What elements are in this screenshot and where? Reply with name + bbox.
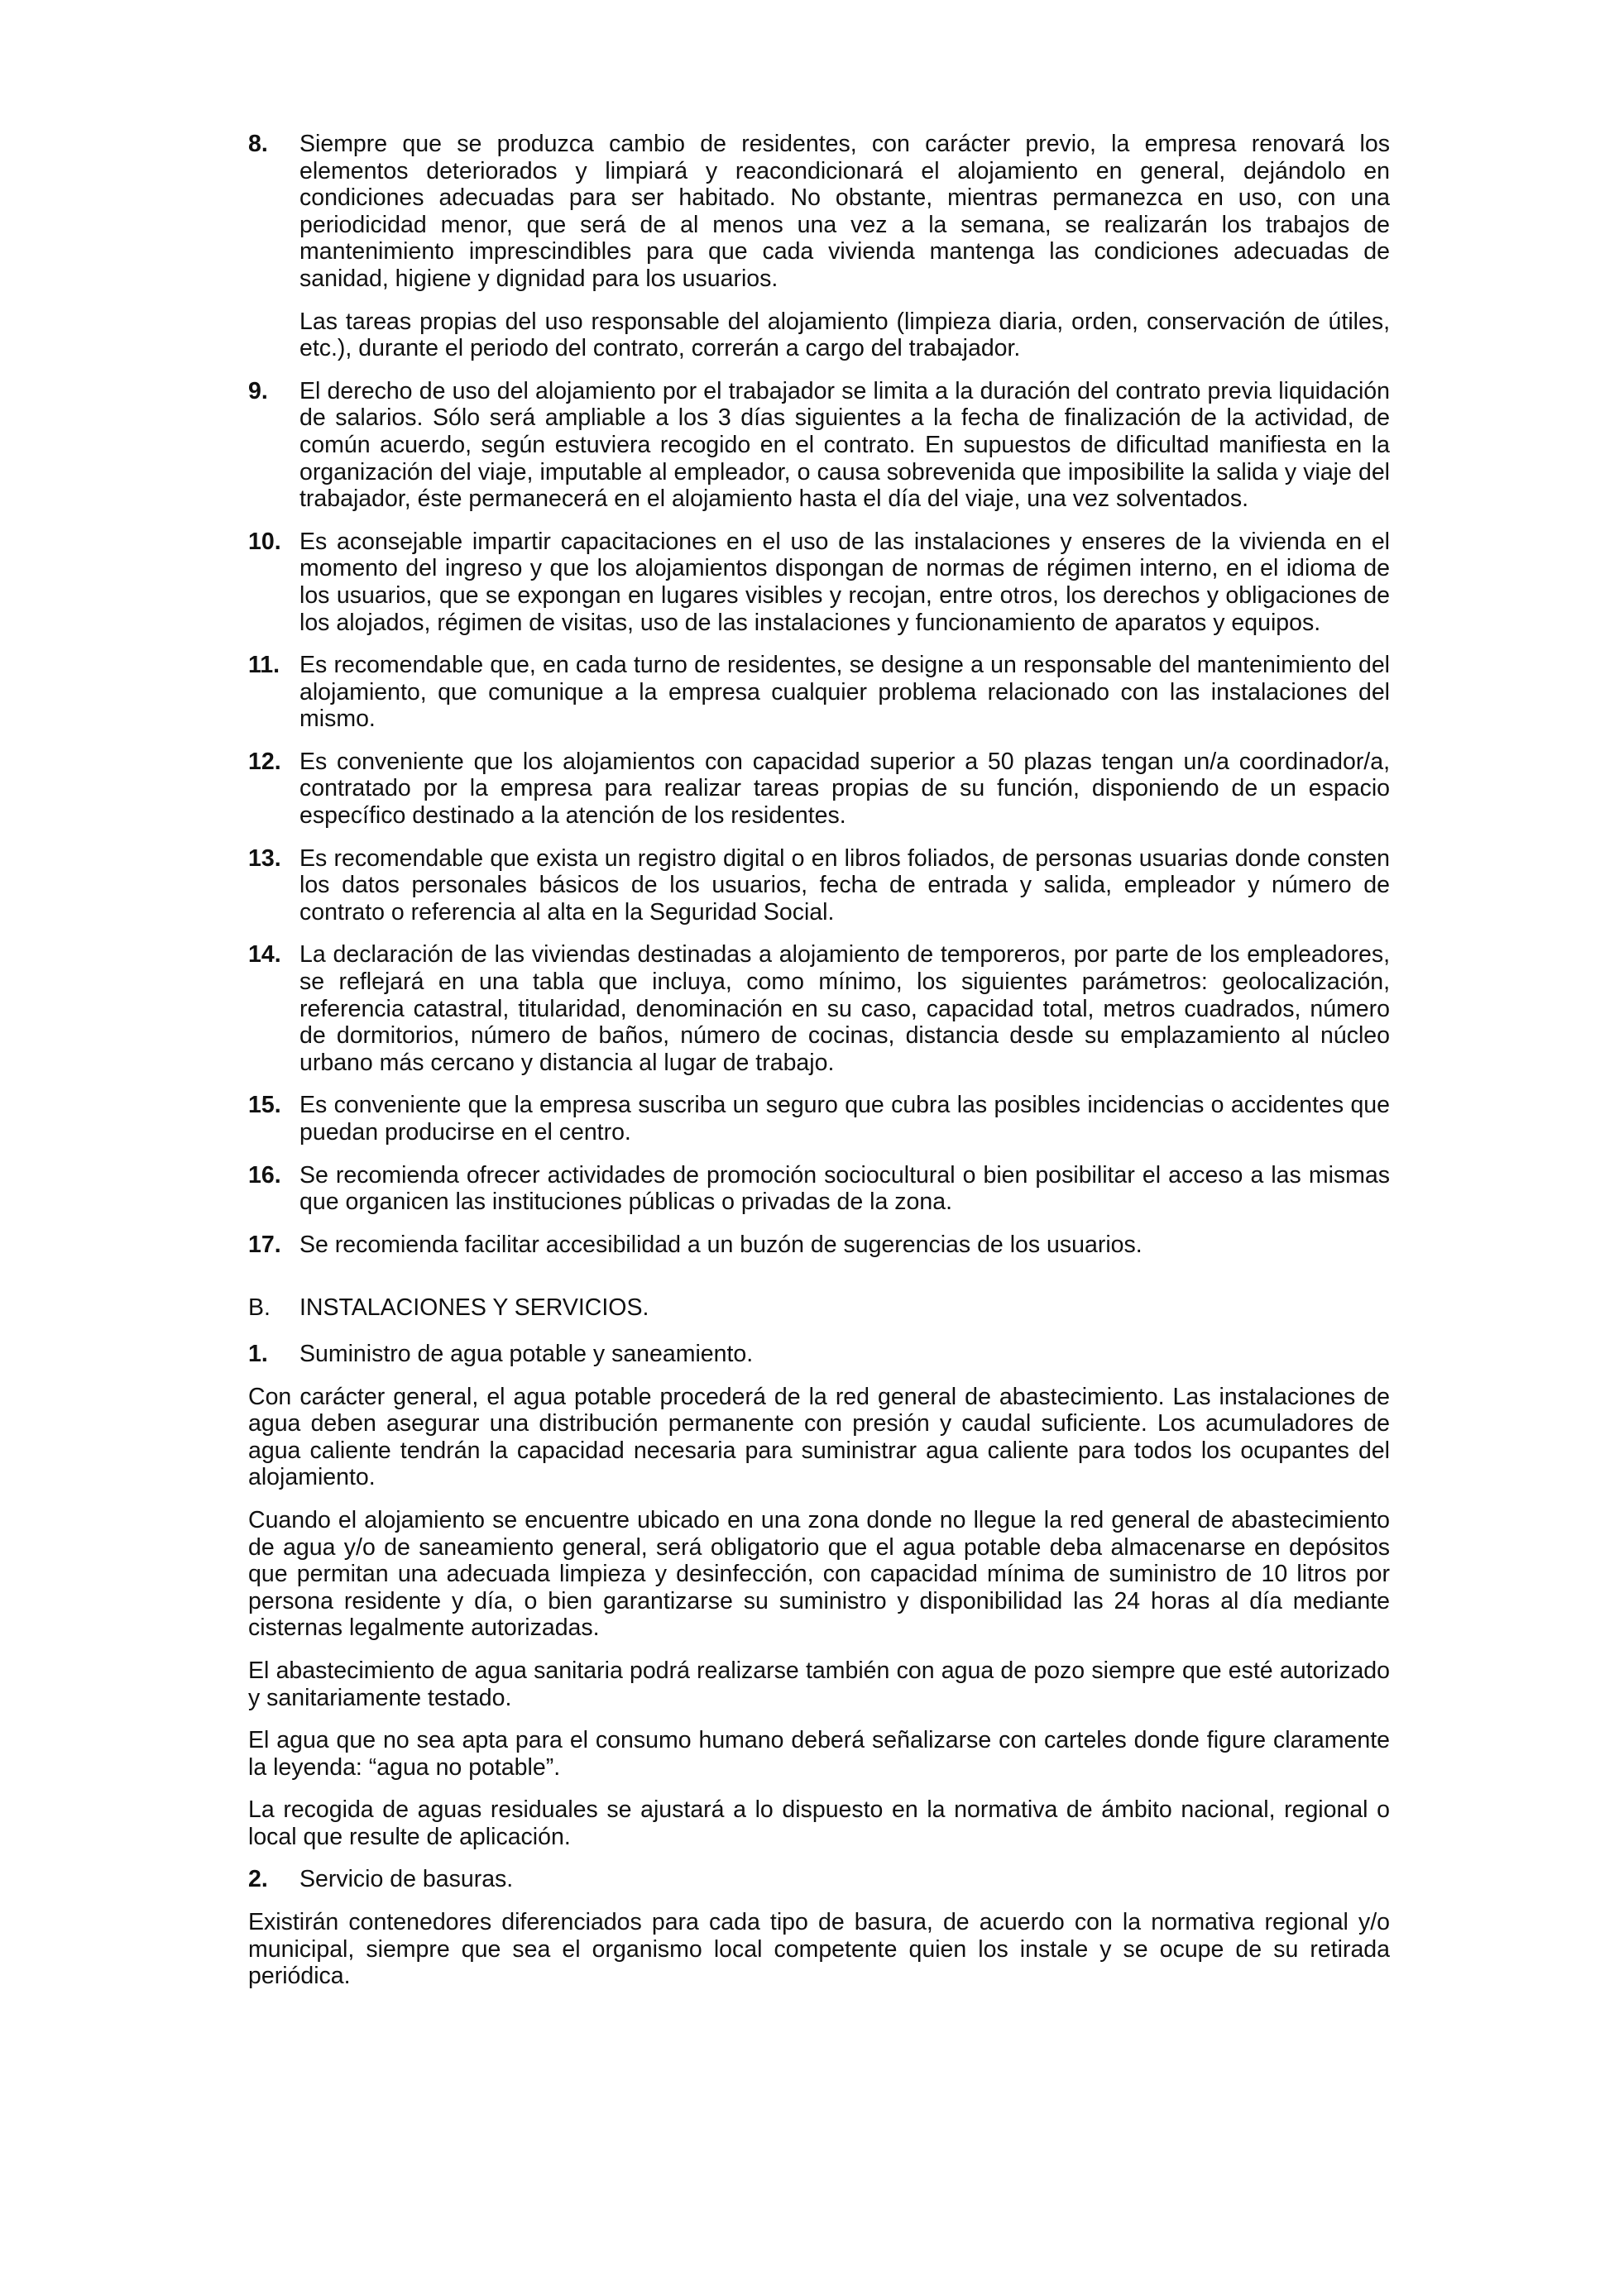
numbered-list (248, 131, 1390, 1258)
item-paragraph: Siempre que se produzca cambio de residentes, con carácter previo, la empresa renovará los elementos deteriorados y limpiará y reacondicionará el alojamiento en general, dejándolo en condiciones adecuadas para ser habitado. No obstante, mientras permanezca en uso, con una periodicidad menor, que será de al menos una vez a la semana, se realizarán los trabajos de mantenimiento imprescindibles para que cada vivienda mantenga las condiciones adecuadas de sanidad, higiene y dignidad para los usuarios. (299, 131, 1390, 292)
document-page (248, 131, 1390, 2006)
list-item (248, 1092, 1390, 1146)
item-number: 17. (248, 1231, 281, 1258)
item-paragraph: Es recomendable que, en cada turno de residentes, se designe a un responsable del mantenimiento del alojamiento, que comunique a la empresa cualquier problema relacionado con las instalaciones del mismo. (299, 652, 1390, 733)
paragraph: Cuando el alojamiento se encuentre ubicado en una zona donde no llegue la red general de abastecimiento de agua y/o de saneamiento general, será obligatorio que el agua potable deba almacenarse en depósitos que permitan una adecuada limpieza y desinfección, con capacidad mínima de suministro de 10 litros por persona residente y día, o bien garantizarse su suministro y disponibilidad las 24 horas al día mediante cisternas legalmente autorizadas. (248, 1506, 1390, 1642)
subsection-number: 2. (248, 1866, 268, 1893)
item-paragraph: Es aconsejable impartir capacitaciones en el uso de las instalaciones y enseres de la vivienda en el momento del ingreso y que los alojamientos dispongan de normas de régimen interno, en el idioma de los usuarios, que se expongan en lugares visibles y recojan, entre otros, los derechos y obligaciones de los alojados, régimen de visitas, uso de las instalaciones y funcionamiento de aparatos y equipos. (299, 528, 1390, 636)
item-number: 8. (248, 131, 268, 157)
item-number: 14. (248, 941, 281, 969)
item-body (299, 378, 1390, 513)
item-body (299, 1092, 1390, 1146)
paragraph: La recogida de aguas residuales se ajustará a lo dispuesto en la normativa de ámbito nacional, regional o local que resulte de aplicación. (248, 1796, 1390, 1850)
list-item (248, 1232, 1390, 1259)
item-body (299, 131, 1390, 362)
item-paragraph: La declaración de las viviendas destinadas a alojamiento de temporeros, por parte de los empleadores, se reflejará en una tabla que incluya, como mínimo, los siguientes parámetros: geolocalización, referencia catastral, titularidad, denominación en su caso, capacidad total, metros cuadrados, número de dormitorios, número de baños, número de cocinas, distancia desde su emplazamiento al núcleo urbano más cercano y distancia al lugar de trabajo. (299, 941, 1390, 1076)
item-body (299, 1232, 1390, 1259)
list-item (248, 749, 1390, 830)
item-body (299, 941, 1390, 1076)
section-heading (248, 1294, 1390, 1322)
subsection-heading (248, 1341, 1390, 1368)
list-item (248, 941, 1390, 1076)
section-letter: B. (248, 1294, 271, 1322)
item-number: 10. (248, 528, 281, 555)
item-body (299, 529, 1390, 636)
list-item (248, 652, 1390, 733)
item-number: 15. (248, 1092, 281, 1119)
item-paragraph: Se recomienda ofrecer actividades de promoción sociocultural o bien posibilitar el acceso a las mismas que organicen las instituciones públicas o privadas de la zona. (299, 1161, 1390, 1216)
subsection-title: Suministro de agua potable y saneamiento. (299, 1340, 754, 1367)
subsection-heading (248, 1866, 1390, 1893)
item-paragraph: Las tareas propias del uso responsable del alojamiento (limpieza diaria, orden, conservación de útiles, etc.), durante el periodo del contrato, correrán a cargo del trabajador. (299, 308, 1390, 362)
item-paragraph: El derecho de uso del alojamiento por el trabajador se limita a la duración del contrato previa liquidación de salarios. Sólo será ampliable a los 3 días siguientes a la fecha de finalización de la actividad, de común acuerdo, según estuviera recogido en el contrato. En supuestos de dificultad manifiesta en la organización del viaje, imputable al empleador, o causa sobrevenida que imposibilite la salida y viaje del trabajador, éste permanecerá en el alojamiento hasta el día del viaje, una vez solventados. (299, 377, 1390, 513)
section-title: INSTALACIONES Y SERVICIOS. (299, 1294, 649, 1322)
paragraph: El abastecimiento de agua sanitaria podrá realizarse también con agua de pozo siempre que esté autorizado y sanitariamente testado. (248, 1657, 1390, 1711)
item-number: 13. (248, 844, 281, 872)
item-number: 9. (248, 377, 268, 404)
list-item (248, 529, 1390, 636)
item-paragraph: Es conveniente que la empresa suscriba un seguro que cubra las posibles incidencias o accidentes que puedan producirse en el centro. (299, 1092, 1390, 1146)
list-item (248, 845, 1390, 926)
item-paragraph: Se recomienda facilitar accesibilidad a un buzón de sugerencias de los usuarios. (299, 1231, 1143, 1258)
subsection-number: 1. (248, 1340, 268, 1367)
item-number: 11. (248, 652, 280, 679)
paragraph: Existirán contenedores diferenciados para cada tipo de basura, de acuerdo con la normativa regional y/o municipal, siempre que sea el organismo local competente quien los instale y se ocupe de su retirada periódica. (248, 1909, 1390, 1990)
paragraph: El agua que no sea apta para el consumo humano deberá señalizarse con carteles donde figure claramente la leyenda: “agua no potable”. (248, 1727, 1390, 1781)
list-item (248, 1162, 1390, 1216)
item-paragraph: Es conveniente que los alojamientos con capacidad superior a 50 plazas tengan un/a coordinador/a, contratado por la empresa para realizar tareas propias de su función, disponiendo de un espacio específico destinado a la atención de los residentes. (299, 748, 1390, 830)
item-body (299, 845, 1390, 926)
list-item (248, 378, 1390, 513)
list-item (248, 131, 1390, 362)
subsection-title: Servicio de basuras. (299, 1866, 514, 1893)
item-body (299, 749, 1390, 830)
item-number: 12. (248, 748, 281, 775)
paragraph: Con carácter general, el agua potable procederá de la red general de abastecimiento. Las instalaciones de agua deben asegurar una distribución permanente con presión y caudal suficiente. Los acumuladores de agua caliente tendrán la capacidad necesaria para suministrar agua caliente para todos los ocupantes del alojamiento. (248, 1383, 1390, 1491)
item-paragraph: Es recomendable que exista un registro digital o en libros foliados, de personas usuarias donde consten los datos personales básicos de los usuarios, fecha de entrada y salida, empleador y número de contrato o referencia al alta en la Seguridad Social. (299, 844, 1390, 926)
item-number: 16. (248, 1161, 281, 1189)
item-body (299, 1162, 1390, 1216)
item-body (299, 652, 1390, 733)
